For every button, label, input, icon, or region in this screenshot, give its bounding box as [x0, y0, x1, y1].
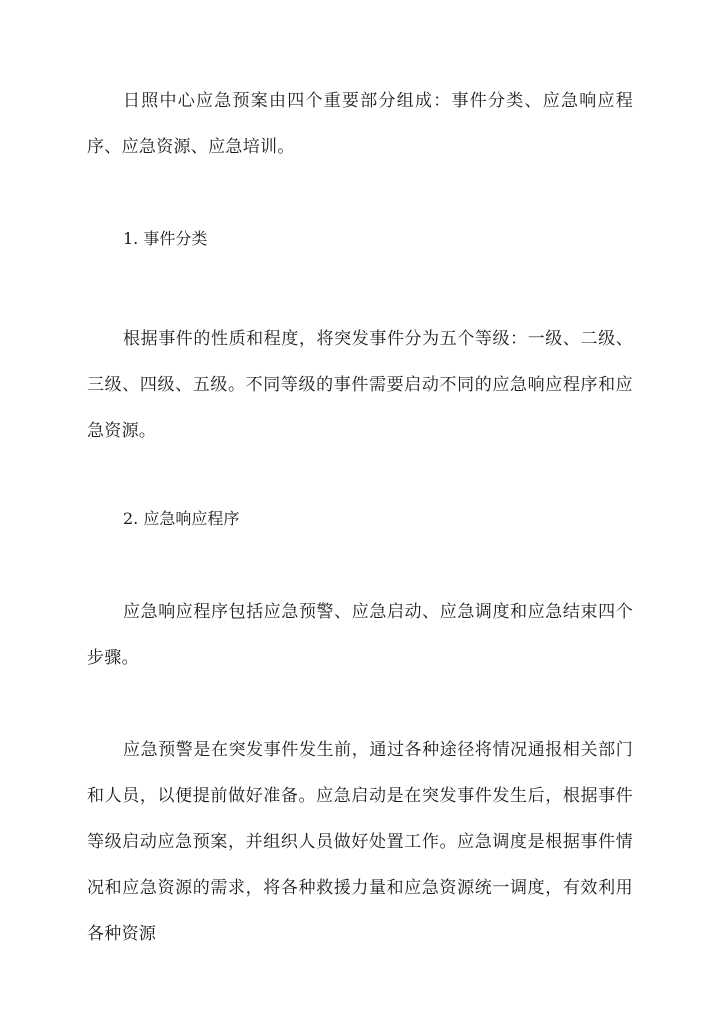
intro-paragraph: 日照中心应急预案由四个重要部分组成：事件分类、应急响应程序、应急资源、应急培训。 [87, 91, 633, 157]
event-classification-paragraph: 根据事件的性质和程度，将突发事件分为五个等级：一级、二级、三级、四级、五级。不同等级的事件需要启动不同的应急响应程序和应急资源。 [87, 329, 633, 441]
response-procedure-paragraph: 应急响应程序包括应急预警、应急启动、应急调度和应急结束四个步骤。 [87, 602, 633, 668]
section-heading-response-procedure: 2. 应急响应程序 [123, 509, 240, 528]
response-procedure-detail-paragraph: 应急预警是在突发事件发生前，通过各种途径将情况通报相关部门和人员，以便提前做好准备。应急启动是在突发事件发生后，根据事件等级启动应急预案，并组织人员做好处置工作。应急调度是根据事件情况和应急资源的需求，将各种救援力量和应急资源统一调度，有效利用各种资源 [87, 740, 633, 944]
section-heading-event-classification: 1. 事件分类 [123, 229, 208, 248]
